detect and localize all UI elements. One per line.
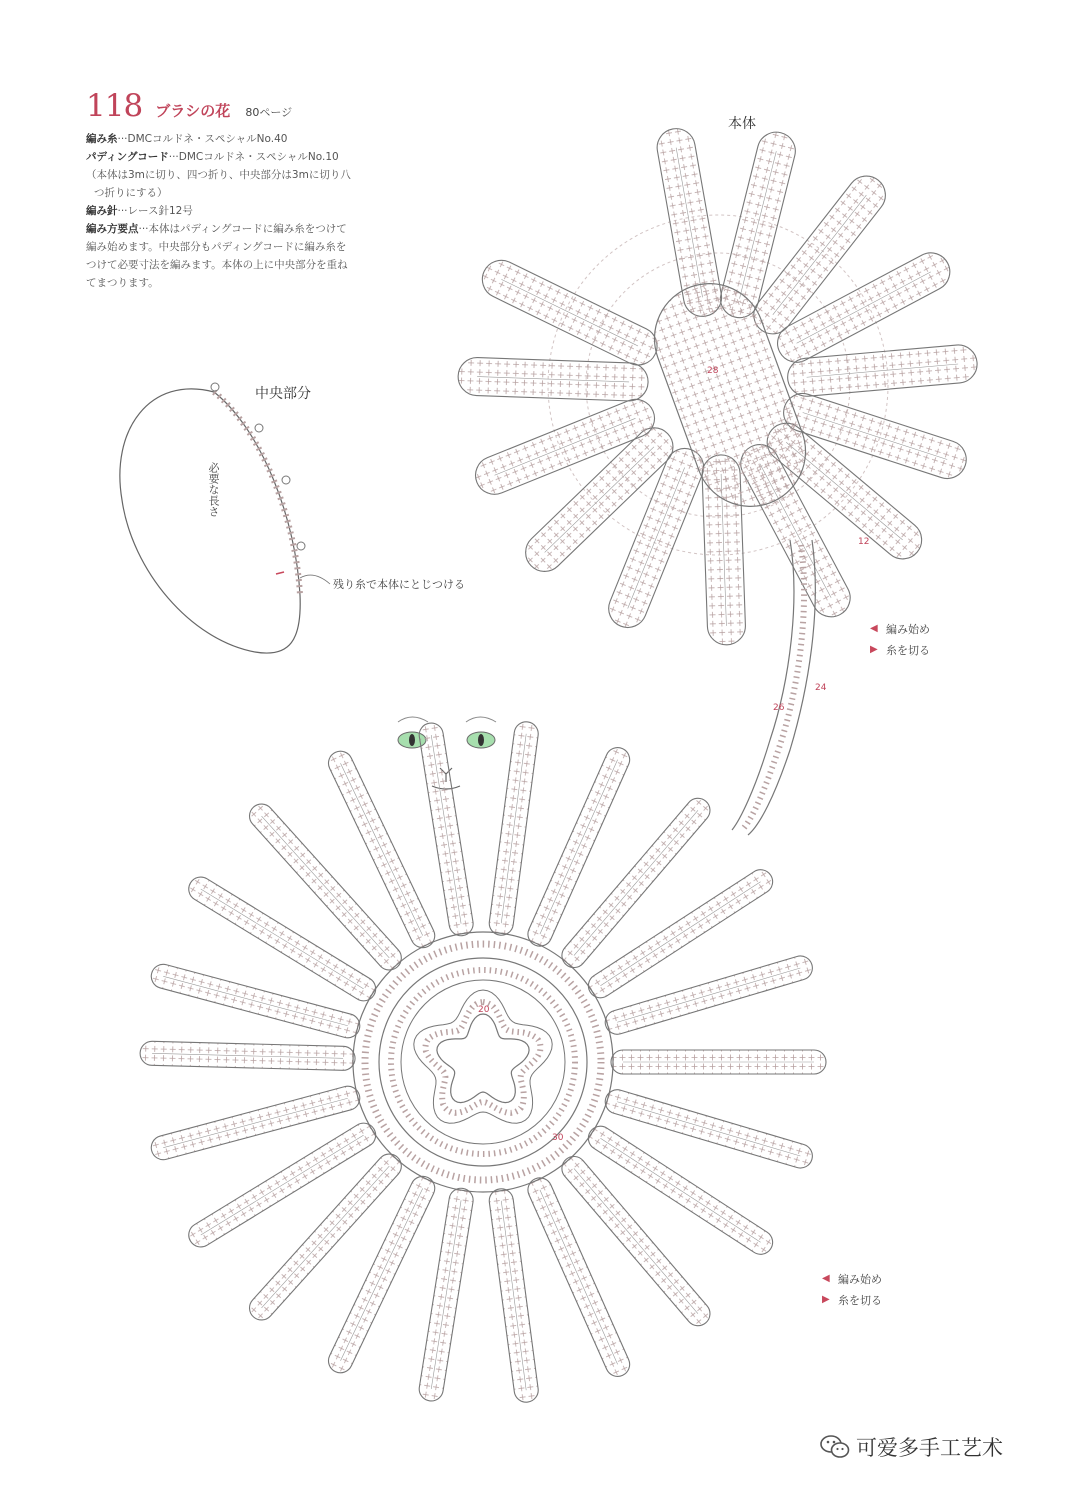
watermark-text: 可爱多手工艺术 bbox=[856, 1436, 1003, 1460]
petal-shape bbox=[457, 357, 648, 402]
tips-line-3: つけて必要寸法を編みます。本体の上に中央部分を重ね bbox=[86, 259, 348, 271]
inner-flower-shape bbox=[437, 1014, 529, 1103]
pattern-number: 118 bbox=[86, 88, 143, 124]
cut-arrow-icon: ▶ bbox=[822, 1294, 830, 1305]
padding-line: パディングコード···DMCコルドネ・スペシャルNo.10 bbox=[86, 151, 339, 163]
legend-start: ◀ 編み始め bbox=[870, 622, 930, 636]
row-number-30: 30 bbox=[552, 1133, 564, 1143]
row-number-26: 26 bbox=[773, 703, 785, 713]
lower-flower-diagram bbox=[140, 720, 826, 1403]
row-number-24: 24 bbox=[815, 683, 827, 693]
center-part-label: 中央部分 bbox=[255, 386, 311, 402]
tips-line-1: 編み方要点···本体はパディングコードに編み糸をつけて bbox=[86, 223, 347, 235]
center-part-diagram bbox=[120, 383, 330, 653]
legend-bottom bbox=[822, 1268, 882, 1310]
padding-note-line-2: つ折りにする） bbox=[94, 187, 168, 199]
legend-cut: ▶ 糸を切る bbox=[870, 643, 930, 657]
legend-top bbox=[870, 618, 930, 660]
tips-line-4: てまつります。 bbox=[86, 277, 159, 289]
cut-arrow-icon: ▶ bbox=[870, 644, 878, 655]
needle-line: 編み針···レース針12号 bbox=[86, 205, 193, 217]
lower-petals bbox=[140, 720, 826, 1403]
required-length-label: 必要な長さ bbox=[207, 462, 220, 517]
tips-line-2: 編み始めます。中央部分もパディングコードに編み糸を bbox=[86, 241, 347, 253]
row-number-20: 20 bbox=[478, 1005, 490, 1015]
petal-shape bbox=[417, 1187, 474, 1403]
pattern-title: ブラシの花 bbox=[155, 102, 231, 120]
petal-shape bbox=[417, 721, 474, 937]
legend-cut: ▶ 糸を切る bbox=[822, 1293, 882, 1307]
wechat-logo-icon bbox=[820, 1434, 850, 1460]
padding-note-line-1: （本体は3mに切り、四つ折り、中央部分は3mに切り八 bbox=[86, 169, 351, 181]
watermark bbox=[820, 1432, 1003, 1462]
attach-note: 残り糸で本体にとじつける bbox=[333, 578, 465, 591]
petal-shape bbox=[488, 720, 540, 936]
start-arrow-icon: ◀ bbox=[870, 623, 878, 634]
petal-shape bbox=[488, 1187, 540, 1403]
row-number-28: 28 bbox=[707, 366, 719, 376]
row-number-12: 12 bbox=[858, 537, 870, 547]
petal-shape bbox=[476, 254, 663, 371]
petal-shape bbox=[611, 1050, 826, 1074]
yarn-line: 編み糸···DMCコルドネ・スペシャルNo.40 bbox=[86, 133, 288, 145]
legend-start: ◀ 編み始め bbox=[822, 1272, 882, 1286]
start-arrow-icon: ◀ bbox=[822, 1273, 830, 1284]
main-body-label: 本体 bbox=[728, 116, 756, 132]
petal-shape bbox=[140, 1041, 356, 1071]
page-reference: 80ページ bbox=[245, 106, 293, 119]
